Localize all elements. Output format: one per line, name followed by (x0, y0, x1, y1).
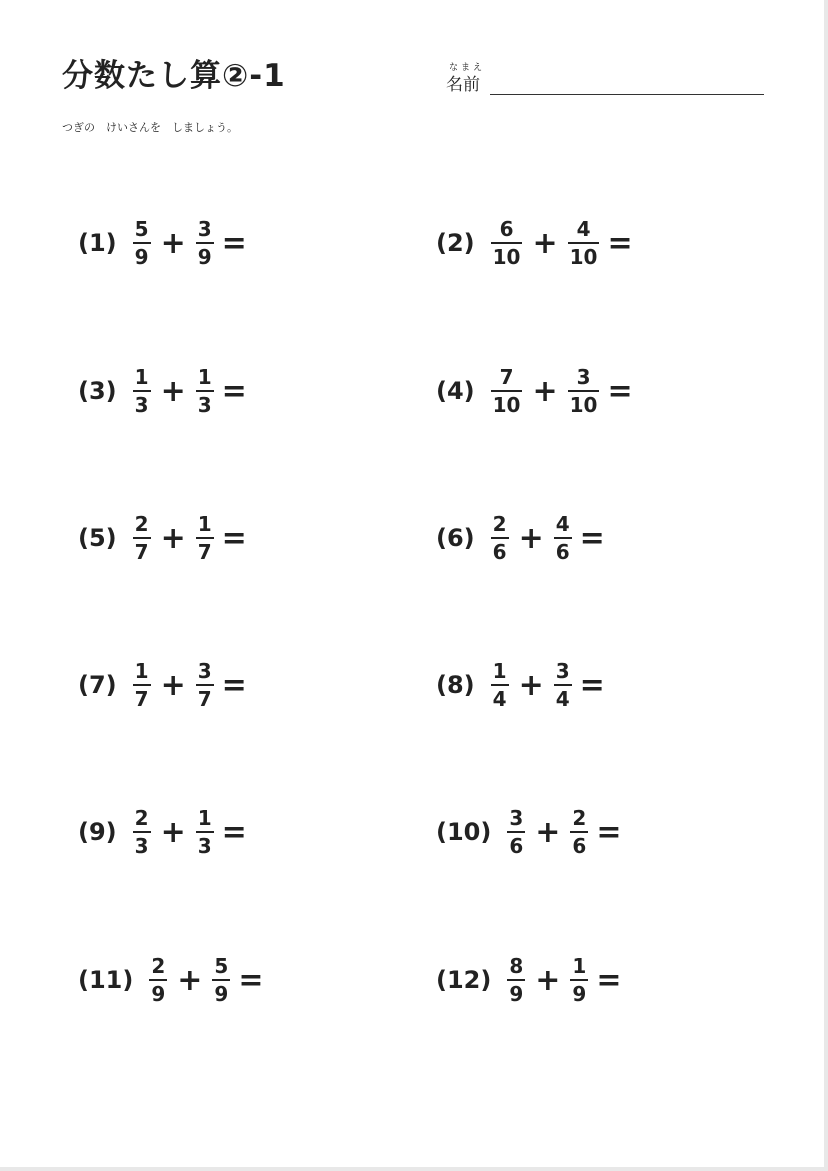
problem-item-4 (436, 361, 633, 421)
equals-sign: = (221, 667, 247, 703)
fraction-numerator: 4 (576, 217, 591, 241)
problem-number: (6) (436, 524, 475, 552)
problem-item-6 (436, 508, 605, 568)
problem-number: (2) (436, 229, 475, 257)
fraction-bar (133, 831, 151, 833)
fraction-denominator: 9 (214, 982, 229, 1006)
fraction-numerator: 1 (197, 512, 212, 536)
name-label: 名前 (446, 75, 480, 95)
fraction-a (133, 807, 151, 857)
equals-sign: = (579, 667, 605, 703)
fraction-b (196, 218, 214, 268)
fraction-numerator: 1 (197, 365, 212, 389)
fraction-bar (196, 390, 214, 392)
fraction-bar (212, 979, 230, 981)
fraction-denominator: 9 (151, 982, 166, 1006)
fraction-numerator: 3 (509, 806, 524, 830)
problem-number: (11) (78, 966, 134, 994)
fraction-b (554, 660, 572, 710)
fraction-denominator: 10 (492, 393, 521, 417)
page-edge-right (824, 0, 828, 1171)
problem-item-11 (78, 950, 263, 1010)
plus-sign: + (532, 373, 558, 409)
fraction-denominator: 7 (134, 687, 149, 711)
fraction-b (196, 366, 214, 416)
fraction-bar (570, 831, 588, 833)
equals-sign: = (596, 814, 622, 850)
fraction-denominator: 3 (197, 834, 212, 858)
fraction-denominator: 6 (572, 834, 587, 858)
equals-sign: = (221, 814, 247, 850)
problem-number: (9) (78, 818, 117, 846)
problem-item-1 (78, 213, 247, 273)
fraction-denominator: 6 (509, 834, 524, 858)
fraction-denominator: 3 (134, 393, 149, 417)
plus-sign: + (532, 225, 558, 261)
plus-sign: + (160, 373, 186, 409)
fraction-b (212, 955, 230, 1005)
fraction-bar (133, 537, 151, 539)
fraction-denominator: 9 (509, 982, 524, 1006)
fraction-bar (491, 537, 509, 539)
fraction-numerator: 8 (509, 954, 524, 978)
fraction-a (507, 955, 525, 1005)
fraction-numerator: 2 (572, 806, 587, 830)
equals-sign: = (221, 373, 247, 409)
fraction-denominator: 10 (569, 245, 598, 269)
fraction-b (196, 660, 214, 710)
fraction-bar (196, 537, 214, 539)
problem-number: (12) (436, 966, 492, 994)
fraction-denominator: 3 (134, 834, 149, 858)
fraction-bar (491, 242, 523, 244)
problem-item-8 (436, 655, 605, 715)
fraction-b (570, 807, 588, 857)
fraction-denominator: 7 (197, 687, 212, 711)
fraction-numerator: 5 (134, 217, 149, 241)
fraction-numerator: 6 (499, 217, 514, 241)
fraction-numerator: 1 (197, 806, 212, 830)
equals-sign: = (221, 225, 247, 261)
name-field[interactable] (446, 60, 766, 100)
problem-item-12 (436, 950, 621, 1010)
fraction-numerator: 5 (214, 954, 229, 978)
plus-sign: + (518, 520, 544, 556)
fraction-numerator: 4 (555, 512, 570, 536)
plus-sign: + (160, 667, 186, 703)
problem-number: (5) (78, 524, 117, 552)
fraction-bar (491, 390, 523, 392)
fraction-numerator: 3 (555, 659, 570, 683)
fraction-numerator: 7 (499, 365, 514, 389)
fraction-a (507, 807, 525, 857)
fraction-denominator: 9 (572, 982, 587, 1006)
fraction-denominator: 7 (134, 540, 149, 564)
fraction-denominator: 3 (197, 393, 212, 417)
plus-sign: + (160, 814, 186, 850)
fraction-a (133, 513, 151, 563)
fraction-bar (133, 242, 151, 244)
fraction-numerator: 1 (134, 659, 149, 683)
problem-item-9 (78, 802, 247, 862)
fraction-bar (133, 684, 151, 686)
equals-sign: = (596, 962, 622, 998)
fraction-a (149, 955, 167, 1005)
problem-number: (3) (78, 377, 117, 405)
fraction-a (133, 218, 151, 268)
fraction-denominator: 9 (197, 245, 212, 269)
fraction-bar (554, 684, 572, 686)
fraction-bar (149, 979, 167, 981)
fraction-b (568, 366, 600, 416)
plus-sign: + (177, 962, 203, 998)
fraction-numerator: 3 (576, 365, 591, 389)
page-edge-bottom (0, 1167, 828, 1171)
fraction-denominator: 10 (492, 245, 521, 269)
equals-sign: = (579, 520, 605, 556)
fraction-denominator: 6 (555, 540, 570, 564)
fraction-b (568, 218, 600, 268)
plus-sign: + (535, 814, 561, 850)
fraction-a (491, 366, 523, 416)
equals-sign: = (238, 962, 264, 998)
problem-item-5 (78, 508, 247, 568)
problem-number: (7) (78, 671, 117, 699)
problem-number: (8) (436, 671, 475, 699)
problem-number: (4) (436, 377, 475, 405)
problem-item-3 (78, 361, 247, 421)
fraction-numerator: 1 (492, 659, 507, 683)
problem-number: (1) (78, 229, 117, 257)
fraction-denominator: 4 (492, 687, 507, 711)
fraction-a (491, 660, 509, 710)
fraction-numerator: 1 (572, 954, 587, 978)
page-title: 分数たし算②-1 (62, 58, 286, 94)
plus-sign: + (535, 962, 561, 998)
fraction-denominator: 10 (569, 393, 598, 417)
fraction-numerator: 3 (197, 659, 212, 683)
fraction-bar (568, 242, 600, 244)
fraction-bar (196, 831, 214, 833)
fraction-bar (491, 684, 509, 686)
fraction-a (133, 660, 151, 710)
fraction-numerator: 3 (197, 217, 212, 241)
problem-item-2 (436, 213, 633, 273)
name-write-line[interactable] (490, 94, 764, 95)
fraction-bar (507, 831, 525, 833)
fraction-denominator: 7 (197, 540, 212, 564)
fraction-bar (196, 242, 214, 244)
plus-sign: + (160, 225, 186, 261)
fraction-b (570, 955, 588, 1005)
plus-sign: + (160, 520, 186, 556)
equals-sign: = (221, 520, 247, 556)
fraction-a (491, 513, 509, 563)
fraction-numerator: 2 (151, 954, 166, 978)
equals-sign: = (607, 225, 633, 261)
fraction-b (196, 807, 214, 857)
instruction-text: つぎの けいさんを しましょう。 (62, 121, 238, 134)
fraction-a (133, 366, 151, 416)
name-furigana: なまえ (449, 63, 486, 73)
problem-item-7 (78, 655, 247, 715)
fraction-bar (133, 390, 151, 392)
fraction-b (196, 513, 214, 563)
plus-sign: + (518, 667, 544, 703)
fraction-numerator: 2 (134, 806, 149, 830)
fraction-numerator: 2 (134, 512, 149, 536)
fraction-bar (507, 979, 525, 981)
fraction-denominator: 4 (555, 687, 570, 711)
fraction-a (491, 218, 523, 268)
fraction-numerator: 1 (134, 365, 149, 389)
fraction-denominator: 9 (134, 245, 149, 269)
problem-item-10 (436, 802, 621, 862)
fraction-denominator: 6 (492, 540, 507, 564)
equals-sign: = (607, 373, 633, 409)
fraction-bar (570, 979, 588, 981)
fraction-bar (568, 390, 600, 392)
fraction-b (554, 513, 572, 563)
problem-number: (10) (436, 818, 492, 846)
fraction-numerator: 2 (492, 512, 507, 536)
fraction-bar (554, 537, 572, 539)
fraction-bar (196, 684, 214, 686)
